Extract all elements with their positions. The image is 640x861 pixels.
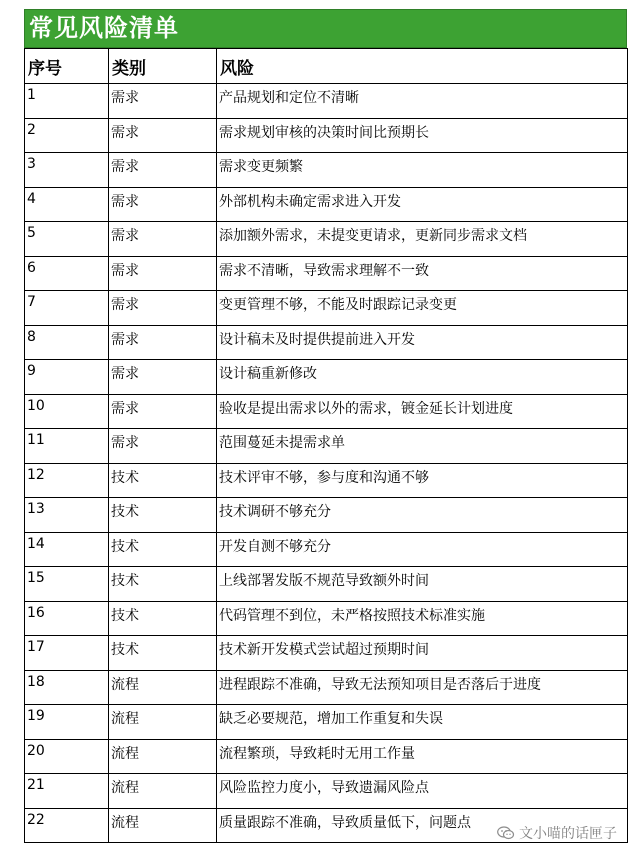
row-risk-cell: 上线部署发版不规范导致额外时间 (217, 567, 628, 602)
table-row (25, 153, 628, 188)
row-category-cell: 流程 (109, 705, 217, 740)
row-category-cell: 需求 (109, 394, 217, 429)
row-number-cell: 22 (25, 808, 109, 843)
row-risk-cell: 代码管理不到位，未严格按照技术标准实施 (217, 601, 628, 636)
row-category-cell: 技术 (109, 636, 217, 671)
table-row (25, 567, 628, 602)
sheet-title: 常见风险清单 (24, 9, 627, 48)
table-row (25, 256, 628, 291)
row-risk-cell: 添加额外需求，未提变更请求，更新同步需求文档 (217, 222, 628, 257)
row-category-cell: 需求 (109, 360, 217, 395)
row-category-cell: 需求 (109, 256, 217, 291)
row-risk-cell: 开发自测不够充分 (217, 532, 628, 567)
row-number-cell: 13 (25, 498, 109, 533)
row-number-cell: 10 (25, 394, 109, 429)
row-number-cell: 6 (25, 256, 109, 291)
row-category-cell: 需求 (109, 429, 217, 464)
row-category-cell: 技术 (109, 463, 217, 498)
table-row (25, 187, 628, 222)
row-risk-cell: 设计稿未及时提供提前进入开发 (217, 325, 628, 360)
row-category-cell: 需求 (109, 291, 217, 326)
row-number-cell: 7 (25, 291, 109, 326)
row-number-cell: 12 (25, 463, 109, 498)
row-number-cell: 2 (25, 118, 109, 153)
table-row (25, 291, 628, 326)
row-category-cell: 流程 (109, 774, 217, 809)
row-risk-cell: 需求规划审核的决策时间比预期长 (217, 118, 628, 153)
row-risk-cell: 质量跟踪不准确，导致质量低下，问题点 (217, 808, 628, 843)
risk-table (24, 48, 628, 843)
watermark (497, 823, 617, 843)
table-row (25, 222, 628, 257)
row-category-cell: 流程 (109, 670, 217, 705)
row-category-cell: 技术 (109, 532, 217, 567)
row-category-cell: 技术 (109, 567, 217, 602)
row-number-cell: 19 (25, 705, 109, 740)
table-row (25, 532, 628, 567)
row-number-cell: 20 (25, 739, 109, 774)
table-row (25, 84, 628, 119)
row-risk-cell: 变更管理不够，不能及时跟踪记录变更 (217, 291, 628, 326)
table-row (25, 636, 628, 671)
header-no: 序号 (25, 49, 109, 84)
row-number-cell: 14 (25, 532, 109, 567)
table-row (25, 498, 628, 533)
risk-list-sheet (24, 9, 627, 843)
row-risk-cell: 流程繁琐，导致耗时无用工作量 (217, 739, 628, 774)
table-row (25, 394, 628, 429)
row-number-cell: 11 (25, 429, 109, 464)
row-category-cell: 技术 (109, 601, 217, 636)
row-category-cell: 技术 (109, 498, 217, 533)
row-number-cell: 21 (25, 774, 109, 809)
row-risk-cell: 技术评审不够，参与度和沟通不够 (217, 463, 628, 498)
row-risk-cell: 技术新开发模式尝试超过预期时间 (217, 636, 628, 671)
row-risk-cell: 进程跟踪不准确，导致无法预知项目是否落后于进度 (217, 670, 628, 705)
row-risk-cell: 技术调研不够充分 (217, 498, 628, 533)
header-category: 类别 (109, 49, 217, 84)
table-row (25, 774, 628, 809)
row-number-cell: 5 (25, 222, 109, 257)
row-number-cell: 3 (25, 153, 109, 188)
row-category-cell: 流程 (109, 808, 217, 843)
table-row (25, 360, 628, 395)
table-row (25, 325, 628, 360)
row-number-cell: 18 (25, 670, 109, 705)
row-risk-cell: 缺乏必要规范，增加工作重复和失误 (217, 705, 628, 740)
row-category-cell: 需求 (109, 325, 217, 360)
row-risk-cell: 需求不清晰，导致需求理解不一致 (217, 256, 628, 291)
row-number-cell: 8 (25, 325, 109, 360)
header-risk: 风险 (217, 49, 628, 84)
row-number-cell: 9 (25, 360, 109, 395)
row-number-cell: 15 (25, 567, 109, 602)
row-number-cell: 17 (25, 636, 109, 671)
row-number-cell: 1 (25, 84, 109, 119)
table-row (25, 739, 628, 774)
table-row (25, 601, 628, 636)
row-risk-cell: 验收是提出需求以外的需求，镀金延长计划进度 (217, 394, 628, 429)
table-row (25, 670, 628, 705)
table-row (25, 463, 628, 498)
wechat-icon (497, 826, 515, 840)
watermark-text: 文小喵的话匣子 (519, 826, 617, 842)
row-risk-cell: 外部机构未确定需求进入开发 (217, 187, 628, 222)
row-risk-cell: 设计稿重新修改 (217, 360, 628, 395)
row-number-cell: 4 (25, 187, 109, 222)
row-risk-cell: 范围蔓延未提需求单 (217, 429, 628, 464)
row-category-cell: 流程 (109, 739, 217, 774)
table-row (25, 429, 628, 464)
header-row (25, 49, 628, 84)
row-risk-cell: 风险监控力度小，导致遗漏风险点 (217, 774, 628, 809)
table-row (25, 118, 628, 153)
row-category-cell: 需求 (109, 84, 217, 119)
row-number-cell: 16 (25, 601, 109, 636)
row-risk-cell: 产品规划和定位不清晰 (217, 84, 628, 119)
row-category-cell: 需求 (109, 187, 217, 222)
row-category-cell: 需求 (109, 153, 217, 188)
row-category-cell: 需求 (109, 118, 217, 153)
row-category-cell: 需求 (109, 222, 217, 257)
row-risk-cell: 需求变更频繁 (217, 153, 628, 188)
table-row (25, 705, 628, 740)
